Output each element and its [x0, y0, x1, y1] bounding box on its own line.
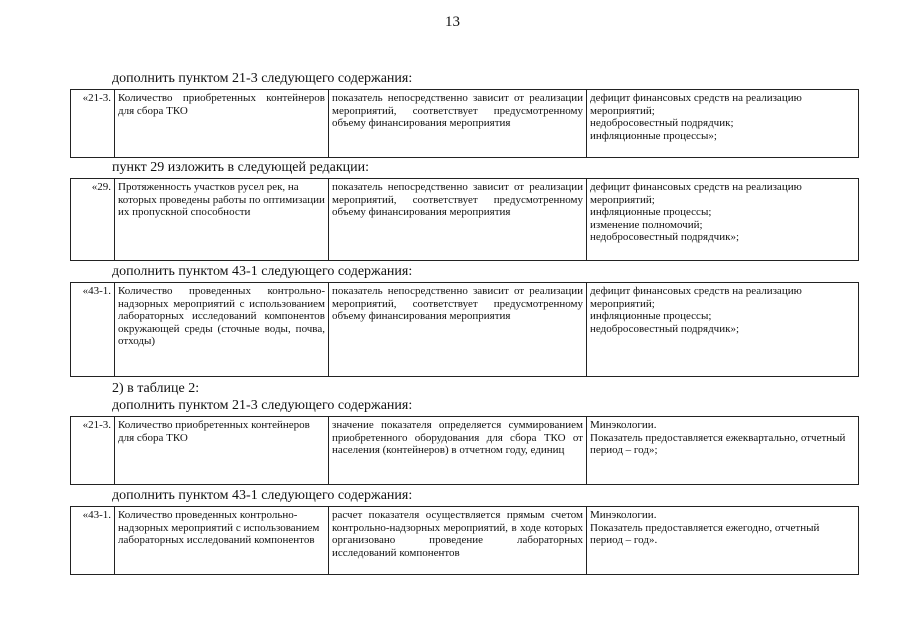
risk-line: дефицит финансовых средств на реализацию мероприятий; [590, 181, 802, 206]
risk-line: дефицит финансовых средств на реализацию мероприятий; [590, 285, 802, 310]
calculation-method-cell: расчет показателя осуществляется прямым счетом контрольно-надзорных мероприятий, в ходе которых организовано проведение лабораторных исследований компонентов [329, 507, 587, 575]
risk-line: инфляционные процессы»; [590, 129, 717, 142]
section-heading: дополнить пунктом 43-1 следующего содержания: [112, 264, 413, 279]
section-heading: дополнить пунктом 21-3 следующего содержания: [112, 71, 413, 86]
source-cell [587, 417, 859, 485]
row-number: «29. [71, 179, 115, 261]
risks-cell [587, 179, 859, 261]
table-row [70, 506, 859, 575]
row-number: «43-1. [71, 283, 115, 377]
calculation-method-cell: значение показателя определяется суммированием приобретенного оборудования для сбора ТКО от населения (контейнеров) в отчетном году, единиц [329, 417, 587, 485]
risk-line: недобросовестный подрядчик»; [590, 322, 740, 335]
indicator-name-cell: Количество проведенных контрольно-надзорных мероприятий с использованием лабораторных исследований компонентов окружающей среды (сточные воды, почва, отходы) [115, 283, 329, 377]
source-line: Минэкологии. [590, 419, 657, 431]
source-line: Показатель предоставляется ежегодно, отчетный период – год». [590, 521, 820, 546]
risks-cell [587, 90, 859, 158]
table-row [70, 416, 859, 485]
risk-line: недобросовестный подрядчик; [590, 117, 734, 129]
risk-line: дефицит финансовых средств на реализацию мероприятий; [590, 92, 802, 117]
section-heading: пункт 29 изложить в следующей редакции: [112, 160, 369, 175]
row-number: «21-3. [71, 417, 115, 485]
indicator-name-cell: Протяженность участков русел рек, на которых проведены работы по оптимизации их пропускной способности [115, 179, 329, 261]
indicator-name-cell: Количество проведенных контрольно-надзорных мероприятий с использованием лабораторных исследований компонентов [115, 507, 329, 575]
indicator-name-cell: Количество приобретенных контейнеров для сбора ТКО [115, 90, 329, 158]
source-line: Показатель предоставляется ежеквартально, отчетный период – год»; [590, 431, 846, 456]
indicator-name-cell: Количество приобретенных контейнеров для сбора ТКО [115, 417, 329, 485]
indicator-description-cell: показатель непосредственно зависит от реализации мероприятий, соответствует предусмотренному объему финансирования мероприятия [329, 90, 587, 158]
row-number: «43-1. [71, 507, 115, 575]
table-row [70, 89, 859, 158]
source-cell [587, 507, 859, 575]
risks-cell [587, 283, 859, 377]
page-number: 13 [445, 14, 460, 30]
section-heading: дополнить пунктом 43-1 следующего содержания: [112, 488, 413, 503]
table-row [70, 282, 859, 377]
indicator-description-cell: показатель непосредственно зависит от реализации мероприятий, соответствует предусмотренному объему финансирования мероприятия [329, 179, 587, 261]
table-row [70, 178, 859, 261]
row-number: «21-3. [71, 90, 115, 158]
source-line: Минэкологии. [590, 509, 657, 521]
risk-line: инфляционные процессы; [590, 310, 712, 322]
risk-line: изменение полномочий; [590, 218, 703, 231]
indicator-description-cell: показатель непосредственно зависит от реализации мероприятий, соответствует предусмотренному объему финансирования мероприятия [329, 283, 587, 377]
section-heading: дополнить пунктом 21-3 следующего содержания: [112, 398, 413, 413]
table2-intro: 2) в таблице 2: [112, 381, 200, 396]
risk-line: инфляционные процессы; [590, 206, 712, 218]
risk-line: недобросовестный подрядчик»; [590, 231, 740, 243]
